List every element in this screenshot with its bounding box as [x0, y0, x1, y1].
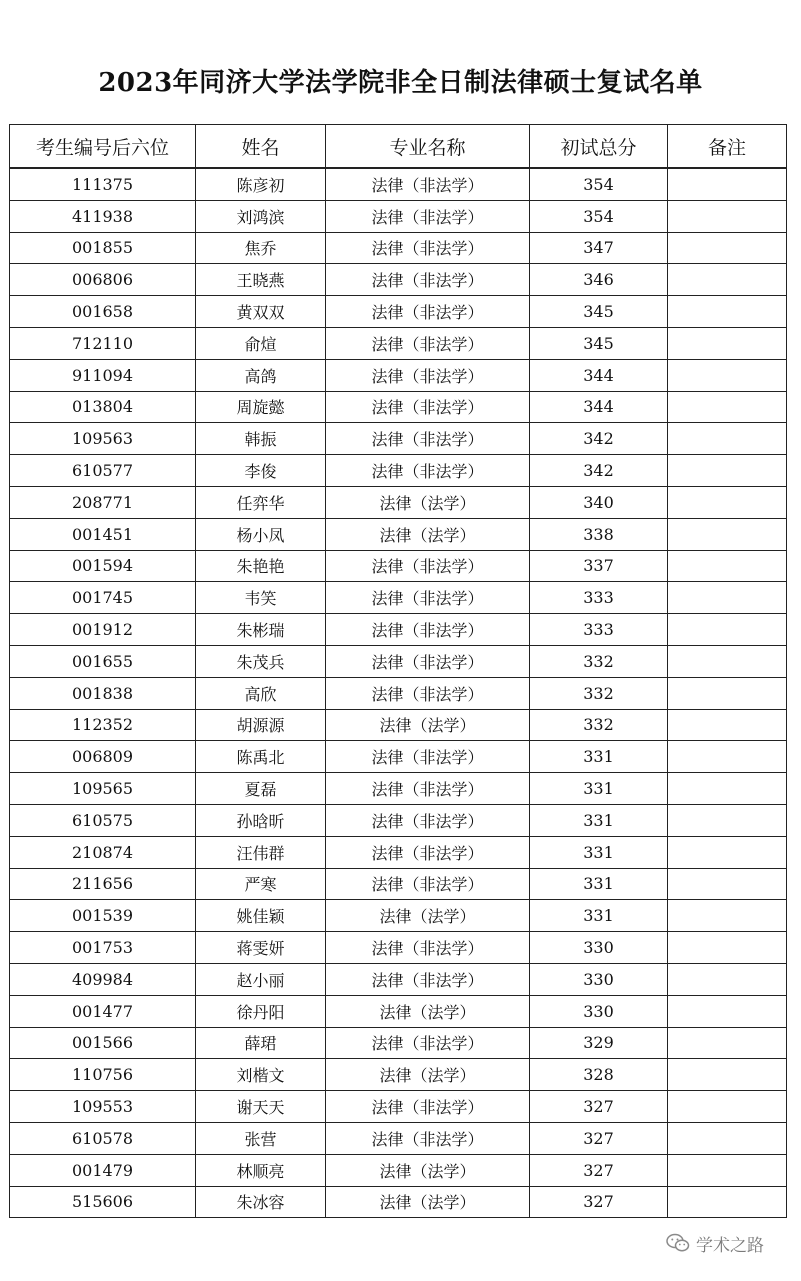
- cell-major: 法律（法学）: [326, 1059, 530, 1091]
- cell-candidate-id: 610578: [10, 1122, 196, 1154]
- cell-total-score: 342: [530, 423, 668, 455]
- cell-major: 法律（非法学）: [326, 455, 530, 487]
- cell-remarks: [668, 836, 787, 868]
- table-body: [10, 168, 787, 1218]
- table-row: [10, 391, 787, 423]
- watermark: [666, 1230, 764, 1256]
- cell-remarks: [668, 327, 787, 359]
- table-row: [10, 804, 787, 836]
- cell-remarks: [668, 168, 787, 200]
- cell-total-score: 329: [530, 1027, 668, 1059]
- cell-name: 林顺亮: [196, 1154, 326, 1186]
- cell-remarks: [668, 359, 787, 391]
- cell-candidate-id: 911094: [10, 359, 196, 391]
- cell-major: 法律（非法学）: [326, 296, 530, 328]
- cell-remarks: [668, 645, 787, 677]
- cell-major: 法律（法学）: [326, 900, 530, 932]
- cell-major: 法律（法学）: [326, 518, 530, 550]
- cell-candidate-id: 001753: [10, 932, 196, 964]
- cell-candidate-id: 001855: [10, 232, 196, 264]
- cell-remarks: [668, 232, 787, 264]
- cell-major: 法律（非法学）: [326, 1027, 530, 1059]
- cell-total-score: 342: [530, 455, 668, 487]
- cell-total-score: 327: [530, 1154, 668, 1186]
- cell-major: 法律（非法学）: [326, 264, 530, 296]
- table-row: [10, 232, 787, 264]
- cell-major: 法律（非法学）: [326, 582, 530, 614]
- cell-major: 法律（非法学）: [326, 1122, 530, 1154]
- cell-candidate-id: 001451: [10, 518, 196, 550]
- cell-total-score: 328: [530, 1059, 668, 1091]
- cell-total-score: 333: [530, 614, 668, 646]
- cell-major: 法律（法学）: [326, 1154, 530, 1186]
- cell-name: 严寒: [196, 868, 326, 900]
- cell-name: 赵小丽: [196, 963, 326, 995]
- table-header-row: [10, 125, 787, 169]
- cell-total-score: 331: [530, 836, 668, 868]
- cell-remarks: [668, 455, 787, 487]
- cell-major: 法律（非法学）: [326, 232, 530, 264]
- cell-candidate-id: 006806: [10, 264, 196, 296]
- table-row: [10, 359, 787, 391]
- cell-total-score: 347: [530, 232, 668, 264]
- cell-candidate-id: 111375: [10, 168, 196, 200]
- cell-candidate-id: 001479: [10, 1154, 196, 1186]
- cell-total-score: 330: [530, 932, 668, 964]
- cell-major: 法律（法学）: [326, 995, 530, 1027]
- cell-major: 法律（非法学）: [326, 327, 530, 359]
- cell-total-score: 332: [530, 645, 668, 677]
- cell-candidate-id: 210874: [10, 836, 196, 868]
- cell-total-score: 333: [530, 582, 668, 614]
- cell-name: 朱彬瑞: [196, 614, 326, 646]
- cell-name: 焦乔: [196, 232, 326, 264]
- cell-total-score: 344: [530, 359, 668, 391]
- cell-total-score: 345: [530, 296, 668, 328]
- table-row: [10, 423, 787, 455]
- table-row: [10, 296, 787, 328]
- cell-candidate-id: 208771: [10, 486, 196, 518]
- table-row: [10, 1186, 787, 1218]
- header-total-score: 初试总分: [530, 125, 668, 169]
- cell-name: 夏磊: [196, 773, 326, 805]
- cell-major: 法律（非法学）: [326, 200, 530, 232]
- cell-remarks: [668, 518, 787, 550]
- cell-candidate-id: 001477: [10, 995, 196, 1027]
- cell-candidate-id: 610575: [10, 804, 196, 836]
- cell-remarks: [668, 709, 787, 741]
- cell-candidate-id: 001838: [10, 677, 196, 709]
- cell-remarks: [668, 486, 787, 518]
- cell-major: 法律（非法学）: [326, 868, 530, 900]
- cell-name: 蒋雯妍: [196, 932, 326, 964]
- table-row: [10, 900, 787, 932]
- cell-major: 法律（非法学）: [326, 741, 530, 773]
- cell-candidate-id: 001912: [10, 614, 196, 646]
- cell-name: 朱艳艳: [196, 550, 326, 582]
- cell-candidate-id: 515606: [10, 1186, 196, 1218]
- cell-name: 孙晗昕: [196, 804, 326, 836]
- cell-remarks: [668, 1186, 787, 1218]
- cell-total-score: 331: [530, 900, 668, 932]
- cell-name: 朱茂兵: [196, 645, 326, 677]
- cell-major: 法律（法学）: [326, 709, 530, 741]
- cell-name: 周旋懿: [196, 391, 326, 423]
- cell-total-score: 330: [530, 963, 668, 995]
- cell-remarks: [668, 550, 787, 582]
- cell-name: 李俊: [196, 455, 326, 487]
- cell-remarks: [668, 1154, 787, 1186]
- cell-remarks: [668, 391, 787, 423]
- cell-total-score: 354: [530, 200, 668, 232]
- cell-remarks: [668, 677, 787, 709]
- table-row: [10, 200, 787, 232]
- table-row: [10, 995, 787, 1027]
- cell-name: 刘鸿滨: [196, 200, 326, 232]
- cell-name: 汪伟群: [196, 836, 326, 868]
- cell-candidate-id: 001658: [10, 296, 196, 328]
- table-row: [10, 168, 787, 200]
- cell-candidate-id: 411938: [10, 200, 196, 232]
- table-row: [10, 264, 787, 296]
- table-row: [10, 709, 787, 741]
- cell-total-score: 331: [530, 741, 668, 773]
- table-row: [10, 518, 787, 550]
- cell-major: 法律（非法学）: [326, 804, 530, 836]
- cell-major: 法律（非法学）: [326, 550, 530, 582]
- cell-candidate-id: 109565: [10, 773, 196, 805]
- table-row: [10, 773, 787, 805]
- cell-candidate-id: 006809: [10, 741, 196, 773]
- cell-candidate-id: 110756: [10, 1059, 196, 1091]
- cell-candidate-id: 712110: [10, 327, 196, 359]
- cell-major: 法律（非法学）: [326, 836, 530, 868]
- header-remarks: 备注: [668, 125, 787, 169]
- cell-name: 朱冰容: [196, 1186, 326, 1218]
- cell-name: 薛珺: [196, 1027, 326, 1059]
- cell-candidate-id: 610577: [10, 455, 196, 487]
- cell-total-score: 331: [530, 773, 668, 805]
- cell-major: 法律（非法学）: [326, 677, 530, 709]
- cell-total-score: 332: [530, 709, 668, 741]
- table-row: [10, 582, 787, 614]
- table-row: [10, 963, 787, 995]
- cell-remarks: [668, 1122, 787, 1154]
- table-row: [10, 550, 787, 582]
- cell-candidate-id: 001655: [10, 645, 196, 677]
- cell-name: 韦笑: [196, 582, 326, 614]
- cell-remarks: [668, 932, 787, 964]
- cell-remarks: [668, 900, 787, 932]
- table-row: [10, 455, 787, 487]
- header-name: 姓名: [196, 125, 326, 169]
- cell-major: 法律（法学）: [326, 1186, 530, 1218]
- cell-candidate-id: 013804: [10, 391, 196, 423]
- table-row: [10, 868, 787, 900]
- page-title: 2023年同济大学法学院非全日制法律硕士复试名单: [98, 68, 703, 98]
- cell-major: 法律（非法学）: [326, 359, 530, 391]
- cell-total-score: 346: [530, 264, 668, 296]
- cell-name: 刘楷文: [196, 1059, 326, 1091]
- table-row: [10, 486, 787, 518]
- cell-name: 高鸽: [196, 359, 326, 391]
- cell-remarks: [668, 804, 787, 836]
- candidate-table: [9, 124, 787, 1218]
- cell-remarks: [668, 296, 787, 328]
- cell-total-score: 327: [530, 1091, 668, 1123]
- cell-total-score: 337: [530, 550, 668, 582]
- cell-total-score: 331: [530, 868, 668, 900]
- cell-total-score: 327: [530, 1122, 668, 1154]
- cell-major: 法律（非法学）: [326, 168, 530, 200]
- table-row: [10, 741, 787, 773]
- wechat-icon: [666, 1233, 690, 1253]
- cell-total-score: 330: [530, 995, 668, 1027]
- cell-remarks: [668, 614, 787, 646]
- cell-remarks: [668, 995, 787, 1027]
- cell-name: 陈彦初: [196, 168, 326, 200]
- cell-major: 法律（法学）: [326, 486, 530, 518]
- cell-remarks: [668, 264, 787, 296]
- cell-remarks: [668, 741, 787, 773]
- cell-name: 王晓燕: [196, 264, 326, 296]
- cell-remarks: [668, 1059, 787, 1091]
- cell-name: 徐丹阳: [196, 995, 326, 1027]
- cell-candidate-id: 001745: [10, 582, 196, 614]
- table-row: [10, 932, 787, 964]
- cell-total-score: 354: [530, 168, 668, 200]
- cell-remarks: [668, 963, 787, 995]
- cell-total-score: 338: [530, 518, 668, 550]
- cell-total-score: 331: [530, 804, 668, 836]
- cell-candidate-id: 001594: [10, 550, 196, 582]
- cell-total-score: 327: [530, 1186, 668, 1218]
- cell-total-score: 340: [530, 486, 668, 518]
- cell-remarks: [668, 1027, 787, 1059]
- cell-remarks: [668, 582, 787, 614]
- table-row: [10, 614, 787, 646]
- cell-candidate-id: 409984: [10, 963, 196, 995]
- cell-name: 高欣: [196, 677, 326, 709]
- table-row: [10, 1027, 787, 1059]
- cell-candidate-id: 001539: [10, 900, 196, 932]
- cell-major: 法律（非法学）: [326, 963, 530, 995]
- cell-remarks: [668, 868, 787, 900]
- cell-major: 法律（非法学）: [326, 423, 530, 455]
- cell-major: 法律（非法学）: [326, 773, 530, 805]
- cell-name: 韩振: [196, 423, 326, 455]
- cell-candidate-id: 001566: [10, 1027, 196, 1059]
- cell-major: 法律（非法学）: [326, 645, 530, 677]
- cell-name: 张营: [196, 1122, 326, 1154]
- table-row: [10, 677, 787, 709]
- table-row: [10, 1091, 787, 1123]
- cell-candidate-id: 112352: [10, 709, 196, 741]
- header-candidate-id: 考生编号后六位: [10, 125, 196, 169]
- table-row: [10, 1154, 787, 1186]
- cell-name: 胡源源: [196, 709, 326, 741]
- cell-candidate-id: 109553: [10, 1091, 196, 1123]
- cell-major: 法律（非法学）: [326, 391, 530, 423]
- cell-total-score: 332: [530, 677, 668, 709]
- table-row: [10, 327, 787, 359]
- cell-name: 任弈华: [196, 486, 326, 518]
- cell-remarks: [668, 773, 787, 805]
- cell-name: 俞煊: [196, 327, 326, 359]
- cell-remarks: [668, 200, 787, 232]
- header-major: 专业名称: [326, 125, 530, 169]
- cell-major: 法律（非法学）: [326, 1091, 530, 1123]
- cell-candidate-id: 109563: [10, 423, 196, 455]
- cell-candidate-id: 211656: [10, 868, 196, 900]
- cell-name: 谢天天: [196, 1091, 326, 1123]
- table-row: [10, 645, 787, 677]
- cell-remarks: [668, 423, 787, 455]
- cell-major: 法律（非法学）: [326, 614, 530, 646]
- table-row: [10, 836, 787, 868]
- cell-total-score: 345: [530, 327, 668, 359]
- cell-total-score: 344: [530, 391, 668, 423]
- cell-name: 黄双双: [196, 296, 326, 328]
- table-row: [10, 1122, 787, 1154]
- cell-major: 法律（非法学）: [326, 932, 530, 964]
- table-row: [10, 1059, 787, 1091]
- cell-name: 陈禹北: [196, 741, 326, 773]
- cell-name: 姚佳颖: [196, 900, 326, 932]
- cell-remarks: [668, 1091, 787, 1123]
- cell-name: 杨小凤: [196, 518, 326, 550]
- watermark-text: 学术之路: [696, 1235, 764, 1256]
